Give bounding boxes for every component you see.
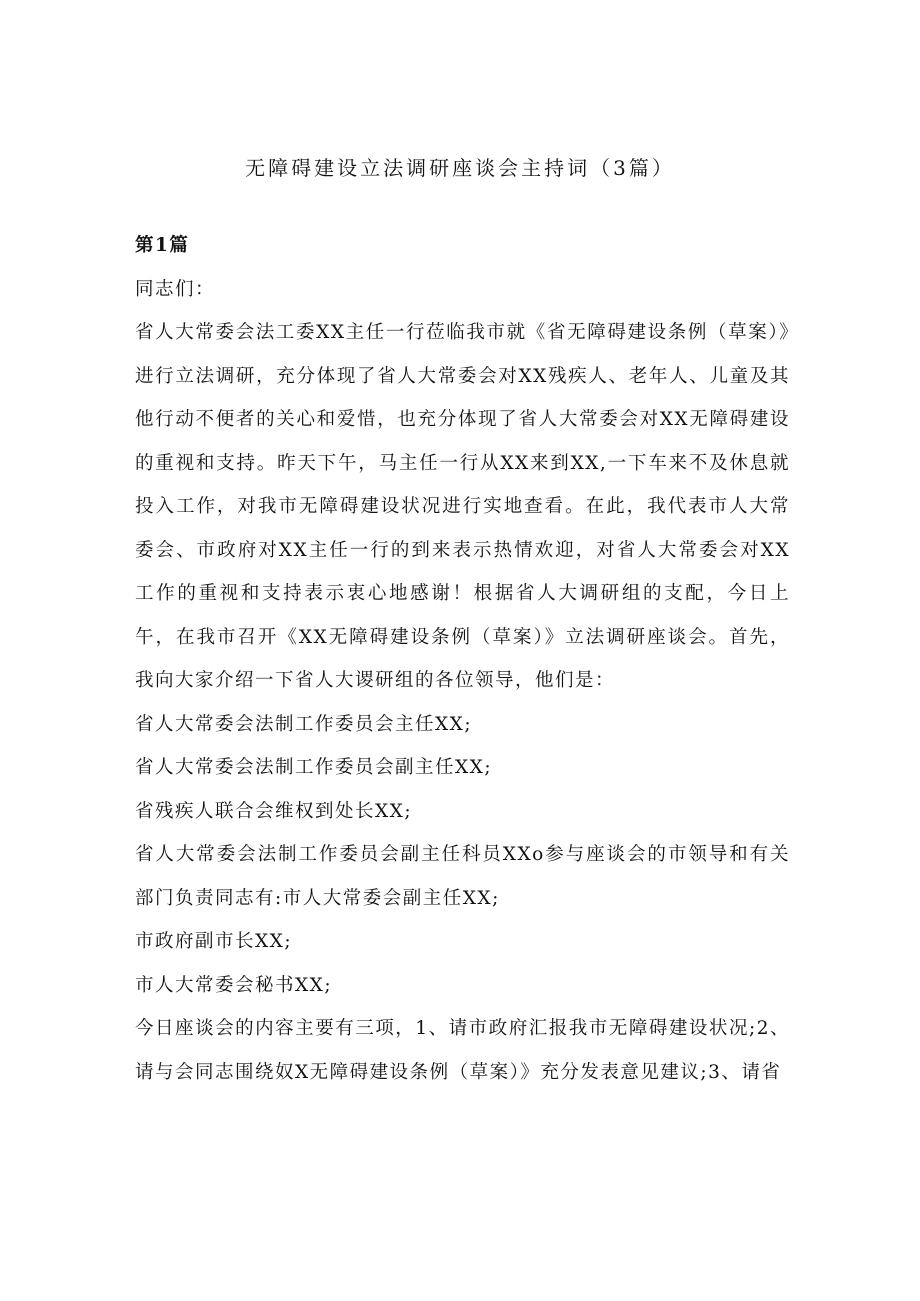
paragraph-attendee: 省残疾人联合会维权到处长XX; <box>135 800 413 822</box>
salutation: 同志们： <box>135 278 216 300</box>
paragraph-attendee: 省人大常委会法制工作委员会副主任科员XXo参与座谈会的市领导和有关部门负责同志有:市人大常委会副主任XX; <box>135 844 790 909</box>
paragraph-opening-remarks: 省人大常委会法工委XX主任一行莅临我市就《省无障碍建设条例（草案）》进行立法调研，充分体现了省人大常委会对XX残疾人、老年人、儿童及其他行动不便者的关心和爱惜，也充分体现了省人大常委会对XX无障碍建设的重视和支持。昨天下午，马主任一行从XX来到XX,一下车来不及休息就投入工作，对我市无障碍建设状况进行实地查看。在此，我代表市人大常委会、市政府对XX主任一行的到来表示热情欢迎，对省人大常委会对XX工作的重视和支持表示衷心地感谢！根据省人大调研组的支配，今日上午，在我市召开《XX无障碍建设条例（草案）》立法调研座谈会。首先，我向大家介绍一下省人大谡研组的各位领导，他们是： <box>135 322 790 691</box>
paragraph-agenda: 今日座谈会的内容主要有三项，1、请市政府汇报我市无障碍建设状况;2、请与会同志围绕奴X无障碍建设条例（草案）》充分发表意见建议;3、请省 <box>135 1018 790 1083</box>
paragraph-attendee: 市人大常委会秘书XX; <box>135 974 333 996</box>
document-title: 无障碍建设立法调研座谈会主持词（3篇） <box>245 156 675 180</box>
paragraph-attendee: 省人大常委会法制工作委员会副主任XX; <box>135 757 493 778</box>
document-body <box>135 224 790 1094</box>
paragraph-attendee: 市政府副市长XX; <box>135 931 293 952</box>
paragraph-attendee: 省人大常委会法制工作委员会主任XX; <box>135 713 473 735</box>
section-heading: 第1篇 <box>135 235 190 256</box>
